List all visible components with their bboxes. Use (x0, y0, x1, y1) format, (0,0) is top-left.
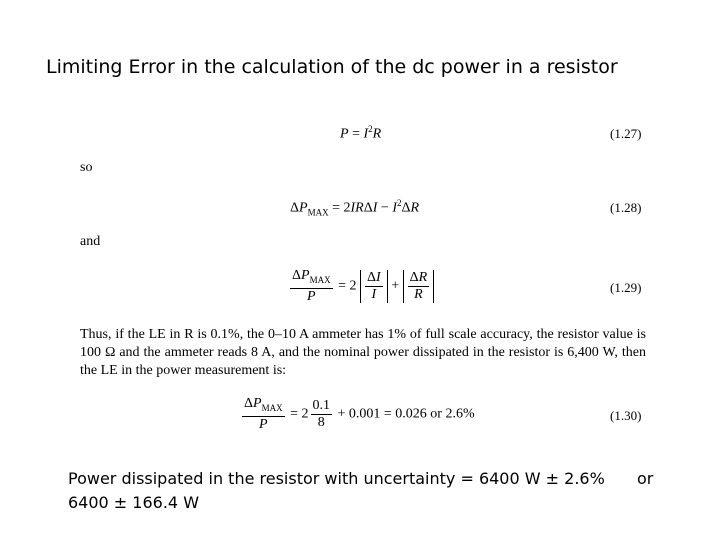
connector-so: so (80, 160, 93, 175)
connector-and: and (80, 234, 101, 249)
result-line-2: 6400 ± 166.4 W (68, 493, 200, 512)
equation-1-30-tail: + 0.001 = 0.026 or 2.6% (337, 406, 475, 422)
equation-1-27: $P = I^2R$ (340, 124, 382, 142)
equation-1-28: $\Delta P_{MAX} = 2IR\Delta I - I^2\Delta R$ (290, 198, 420, 218)
result-line-1: Power dissipated in the resistor with uncertainty = 6400 W ± 2.6% (68, 469, 605, 488)
slide-title: Limiting Error in the calculation of the dc power in a resistor (46, 56, 618, 78)
equation-1-29: $\frac{\Delta P_{MAX}}{P}$ = 2 $\frac{\Delta I}{I}$ + $\frac{\Delta R}{R}$ (288, 268, 434, 305)
explanation-paragraph: Thus, if the LE in R is 0.1%, the 0–10 A ammeter has 1% of full scale accuracy, the resistor value is 100 Ω and the ammeter reads 8 A, and the nominal power dissipated in the resistor is 6,400 W, then the LE in the power measurement is: (80, 327, 646, 378)
result-statement (68, 467, 605, 515)
equation-number-1-28: (1.28) (610, 200, 642, 215)
equation-number-1-29: (1.29) (610, 280, 642, 295)
equation-number-1-27: (1.27) (610, 126, 642, 141)
result-or: or (637, 469, 654, 488)
equation-1-30: $\frac{\Delta P_{MAX}}{P}$ = 2 $\frac{0.1}{8}$ + 0.001 = 0.026 or 2.6% (244, 396, 475, 432)
equation-number-1-30: (1.30) (610, 408, 642, 423)
